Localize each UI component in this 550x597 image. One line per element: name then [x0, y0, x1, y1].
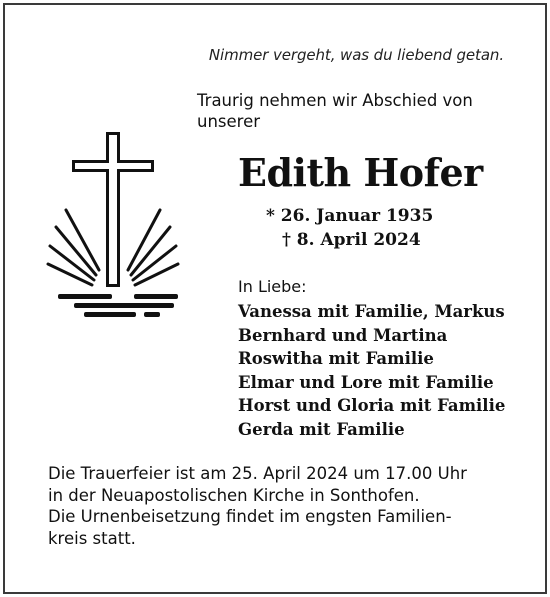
mourner-item: Bernhard und Martina: [238, 325, 448, 345]
mourner-item: Elmar und Lore mit Familie: [238, 372, 494, 392]
sun-rays: [48, 210, 178, 285]
intro-line-1: Traurig nehmen wir Abschied von: [197, 91, 473, 110]
mourner-item: Gerda mit Familie: [238, 419, 405, 439]
intro-line-2: unserer: [197, 112, 261, 131]
notice-line-4: kreis statt.: [48, 528, 136, 548]
motto: Nimmer vergeht, was du liebend getan.: [208, 46, 504, 64]
mourner-item: Horst und Gloria mit Familie: [238, 396, 506, 415]
cross-sunrise-water-icon: [44, 130, 194, 330]
funeral-notice: [48, 463, 508, 549]
mourner-item: Vanessa mit Familie, Markus: [238, 302, 505, 321]
water-waves: [58, 294, 178, 317]
intro-text: [197, 90, 517, 132]
notice-line-3: Die Urnenbeisetzung findet im engsten Familien-: [48, 507, 452, 526]
birth-date: * 26. Januar 1935: [266, 206, 434, 226]
mourners-list: [238, 300, 505, 441]
notice-line-1: Die Trauerfeier ist am 25. April 2024 um 17.00 Uhr: [48, 464, 467, 483]
notice-line-2: in der Neuapostolischen Kirche in Sonthofen.: [48, 485, 420, 505]
mourner-item: Roswitha mit Familie: [238, 349, 434, 368]
death-date: † 8. April 2024: [282, 230, 421, 250]
mourners-label: In Liebe:: [238, 277, 307, 296]
deceased-name: Edith Hofer: [238, 150, 483, 195]
